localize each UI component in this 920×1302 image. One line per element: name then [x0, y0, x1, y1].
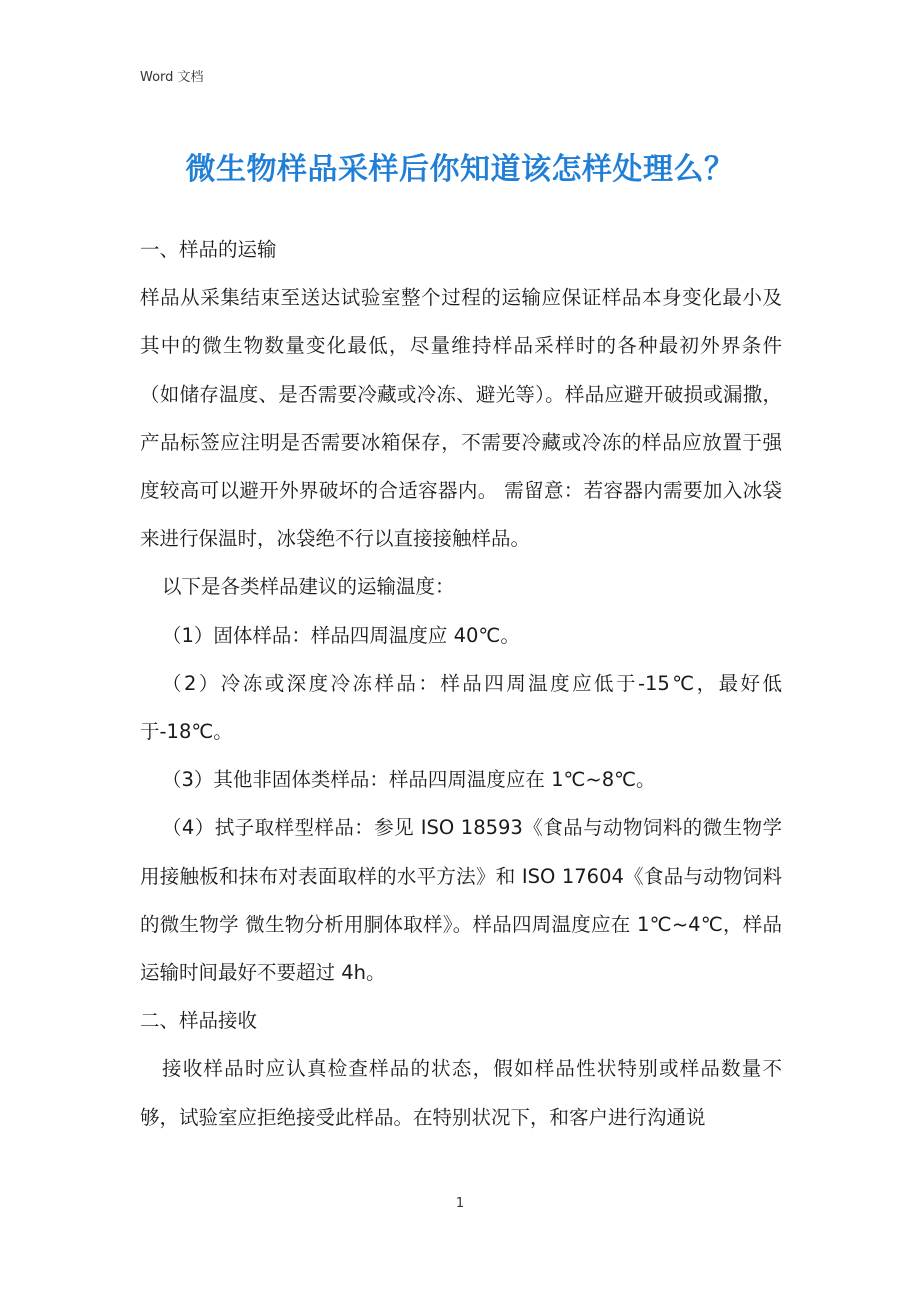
page-number: 1 [455, 1196, 465, 1211]
list-item-swab-samples: （4）拭子取样型样品：参见 ISO 18593《食品与动物饲料的微生物学 用接触板和抹布对表面取样的水平方法》和 ISO 17604《食品与动物饲料的微生物学 微生物分析用胴体取样》。样品四周温度应在 1℃~4℃，样品运输时间最好不要超过 4h。 [140, 816, 782, 985]
page-title: 微生物样品采样后你知道该怎样处理么？ [185, 152, 735, 187]
paragraph-temperature-intro: 以下是各类样品建议的运输温度： [162, 575, 455, 599]
document-body [140, 226, 782, 1142]
paragraph-transport-intro: 样品从采集结束至送达试验室整个过程的运输应保证样品本身变化最小及其中的微生物数量变化最低，尽量维持样品采样时的各种最初外界条件（如储存温度、是否需要冷藏或冷冻、避光等）。样品应避开破损或漏撒，产品标签应注明是否需要冰箱保存，不需要冷藏或冷冻的样品应放置于强度较高可以避开外界破坏的合适容器内。 需留意：若容器内需要加入冰袋来进行保温时，冰袋绝不行以直接接触样品。 [140, 286, 782, 551]
list-item-non-solid-samples: （3）其他非固体类样品：样品四周温度应在 1℃~8℃。 [162, 768, 656, 792]
document-header-label: Word 文档 [140, 70, 204, 85]
list-item-solid-samples: （1）固体样品：样品四周温度应 40℃。 [162, 623, 520, 647]
paragraph-receipt: 接收样品时应认真检查样品的状态，假如样品性状特别或样品数量不够，试验室应拒绝接受此样品。在特别状况下，和客户进行沟通说 [140, 1057, 782, 1129]
section-heading-receipt: 二、样品接收 [140, 1009, 258, 1033]
section-heading-transport: 一、样品的运输 [140, 238, 277, 261]
list-item-frozen-samples: （2）冷冻或深度冷冻样品：样品四周温度应低于-15℃，最好低于-18℃。 [140, 671, 782, 744]
